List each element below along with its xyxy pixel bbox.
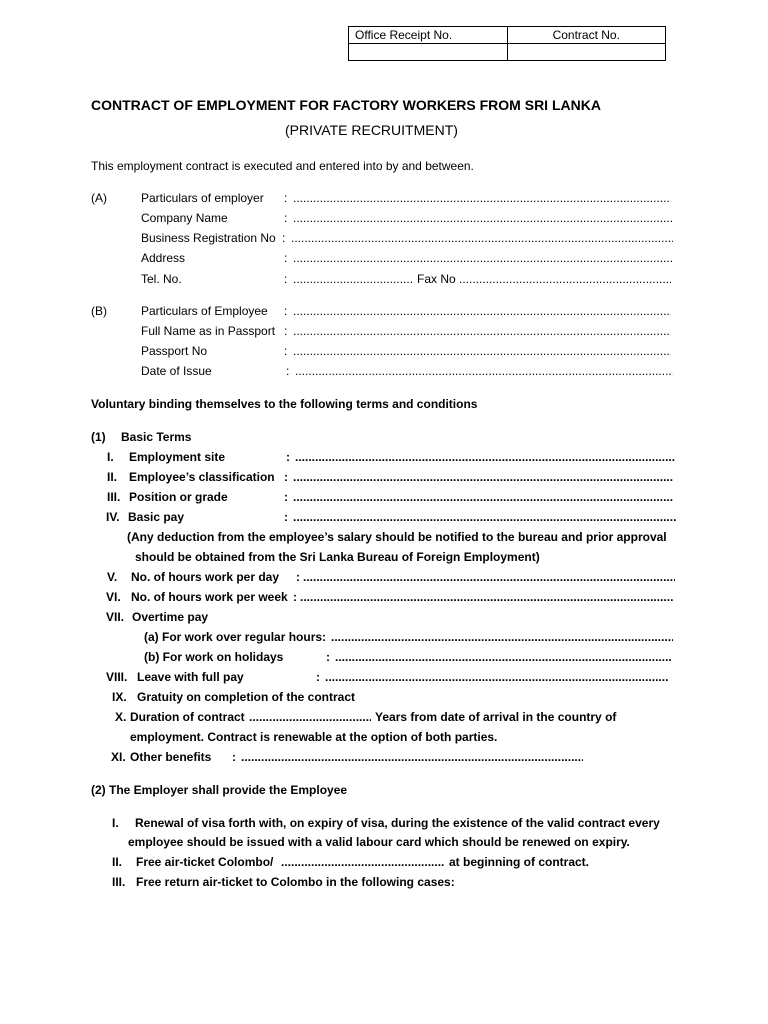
item-label: Basic pay bbox=[128, 510, 185, 524]
field-colon: : bbox=[286, 364, 290, 378]
field-colon: : bbox=[293, 590, 297, 604]
field-colon: : bbox=[296, 570, 300, 584]
field-colon: : bbox=[284, 272, 288, 286]
other-benefits-blank[interactable] bbox=[241, 751, 583, 763]
item-number: I. bbox=[112, 816, 119, 830]
party-a-marker: (A) bbox=[91, 191, 107, 205]
field-label: Particulars of employer bbox=[141, 191, 264, 205]
item-label: Other benefits bbox=[130, 750, 212, 764]
item-number: VII. bbox=[106, 610, 125, 624]
item-number: IX. bbox=[112, 690, 127, 704]
overtime-regular-blank[interactable] bbox=[331, 631, 673, 643]
field-colon: : bbox=[284, 191, 288, 205]
air-ticket-destination-blank[interactable] bbox=[281, 856, 445, 868]
field-colon: : bbox=[284, 470, 288, 484]
field-label: Business Registration No bbox=[141, 231, 276, 245]
item-number: I. bbox=[107, 450, 114, 464]
passport-no-blank[interactable] bbox=[293, 345, 671, 357]
hours-per-day-blank[interactable] bbox=[303, 571, 675, 583]
air-ticket-suffix: at beginning of contract. bbox=[449, 855, 589, 869]
field-colon: : bbox=[322, 630, 326, 644]
business-registration-blank[interactable] bbox=[291, 232, 673, 244]
item-label: Gratuity on completion of the contract bbox=[137, 690, 356, 704]
item-number: XI. bbox=[111, 750, 126, 764]
visa-renewal-line-1: Renewal of visa forth with, on expiry of visa, during the existence of the valid contract every bbox=[135, 816, 660, 830]
field-colon: : bbox=[284, 510, 288, 524]
field-label: Address bbox=[141, 251, 186, 265]
field-colon: : bbox=[284, 211, 288, 225]
field-colon: : bbox=[284, 344, 288, 358]
field-label: Particulars of Employee bbox=[141, 304, 268, 318]
tel-no-blank[interactable] bbox=[293, 273, 413, 285]
item-label: Duration of contract bbox=[130, 710, 245, 724]
duration-suffix: Years from date of arrival in the country of bbox=[375, 710, 617, 724]
return-ticket-text: Free return air-ticket to Colombo in the following cases: bbox=[136, 875, 455, 889]
particulars-of-employer-blank[interactable] bbox=[293, 192, 671, 204]
full-name-blank[interactable] bbox=[293, 325, 671, 337]
field-colon: : bbox=[284, 304, 288, 318]
company-name-blank[interactable] bbox=[293, 212, 673, 224]
item-label: No. of hours work per day bbox=[131, 570, 280, 584]
field-label: Company Name bbox=[141, 211, 228, 225]
party-b-marker: (B) bbox=[91, 304, 107, 318]
item-number: VI. bbox=[106, 590, 121, 604]
document-subtitle: (PRIVATE RECRUITMENT) bbox=[285, 122, 458, 138]
duration-blank[interactable] bbox=[249, 711, 371, 723]
field-colon: : bbox=[284, 324, 288, 338]
item-label: Position or grade bbox=[129, 490, 228, 504]
field-label: Date of Issue bbox=[141, 364, 212, 378]
address-blank[interactable] bbox=[293, 252, 673, 264]
overtime-regular-label: (a) For work over regular hours bbox=[144, 630, 323, 644]
item-label: Employee’s classification bbox=[129, 470, 275, 484]
employer-provides-heading: (2) The Employer shall provide the Employee bbox=[91, 783, 348, 797]
field-label: Full Name as in Passport bbox=[141, 324, 276, 338]
date-of-issue-blank[interactable] bbox=[295, 365, 673, 377]
overtime-holidays-blank[interactable] bbox=[335, 651, 671, 663]
item-number: III. bbox=[112, 875, 126, 889]
item-number: II. bbox=[107, 470, 118, 484]
voluntary-statement: Voluntary binding themselves to the following terms and conditions bbox=[91, 397, 478, 411]
item-number: II. bbox=[112, 855, 123, 869]
deduction-note-line-2: should be obtained from the Sri Lanka Bureau of Foreign Employment) bbox=[135, 550, 540, 564]
item-number: VIII. bbox=[106, 670, 128, 684]
office-receipt-value bbox=[349, 44, 508, 61]
visa-renewal-line-2: employee should be issued with a valid labour card which should be renewed on expiry. bbox=[128, 835, 630, 849]
item-number: IV. bbox=[106, 510, 120, 524]
field-colon: : bbox=[232, 750, 236, 764]
item-number: III. bbox=[107, 490, 121, 504]
employment-site-blank[interactable] bbox=[295, 451, 675, 463]
leave-full-pay-blank[interactable] bbox=[325, 671, 669, 683]
intro-text: This employment contract is executed and entered into by and between. bbox=[91, 159, 474, 173]
basic-pay-blank[interactable] bbox=[293, 511, 677, 523]
field-colon: : bbox=[316, 670, 320, 684]
contract-number-label: Contract No. bbox=[507, 27, 666, 44]
item-number: V. bbox=[107, 570, 118, 584]
office-receipt-label: Office Receipt No. bbox=[349, 27, 508, 44]
item-number: X. bbox=[115, 710, 127, 724]
basic-terms-heading: Basic Terms bbox=[121, 430, 192, 444]
field-colon: : bbox=[284, 251, 288, 265]
item-label: Leave with full pay bbox=[137, 670, 244, 684]
item-label: Employment site bbox=[129, 450, 226, 464]
item-label: No. of hours work per week bbox=[131, 590, 288, 604]
receipt-table bbox=[348, 26, 666, 61]
air-ticket-prefix: Free air-ticket Colombo/ bbox=[136, 855, 274, 869]
employee-classification-blank[interactable] bbox=[293, 471, 673, 483]
hours-per-week-blank[interactable] bbox=[300, 591, 673, 603]
item-label: Overtime pay bbox=[132, 610, 209, 624]
fax-no-blank[interactable] bbox=[459, 273, 671, 285]
field-colon: : bbox=[284, 490, 288, 504]
fax-label: Fax No bbox=[417, 272, 456, 286]
contract-number-value bbox=[507, 44, 666, 61]
particulars-of-employee-blank[interactable] bbox=[293, 305, 671, 317]
position-grade-blank[interactable] bbox=[293, 491, 673, 503]
field-label: Passport No bbox=[141, 344, 208, 358]
field-label: Tel. No. bbox=[141, 272, 182, 286]
field-colon: : bbox=[326, 650, 330, 664]
overtime-holidays-label: (b) For work on holidays bbox=[144, 650, 284, 664]
deduction-note-line-1: (Any deduction from the employee’s salary should be notified to the bureau and prior approval bbox=[127, 530, 667, 544]
duration-line-2: employment. Contract is renewable at the option of both parties. bbox=[130, 730, 498, 744]
field-colon: : bbox=[282, 231, 286, 245]
basic-terms-number: (1) bbox=[91, 430, 106, 444]
document-title: CONTRACT OF EMPLOYMENT FOR FACTORY WORKERS FROM SRI LANKA bbox=[91, 97, 601, 113]
field-colon: : bbox=[286, 450, 290, 464]
